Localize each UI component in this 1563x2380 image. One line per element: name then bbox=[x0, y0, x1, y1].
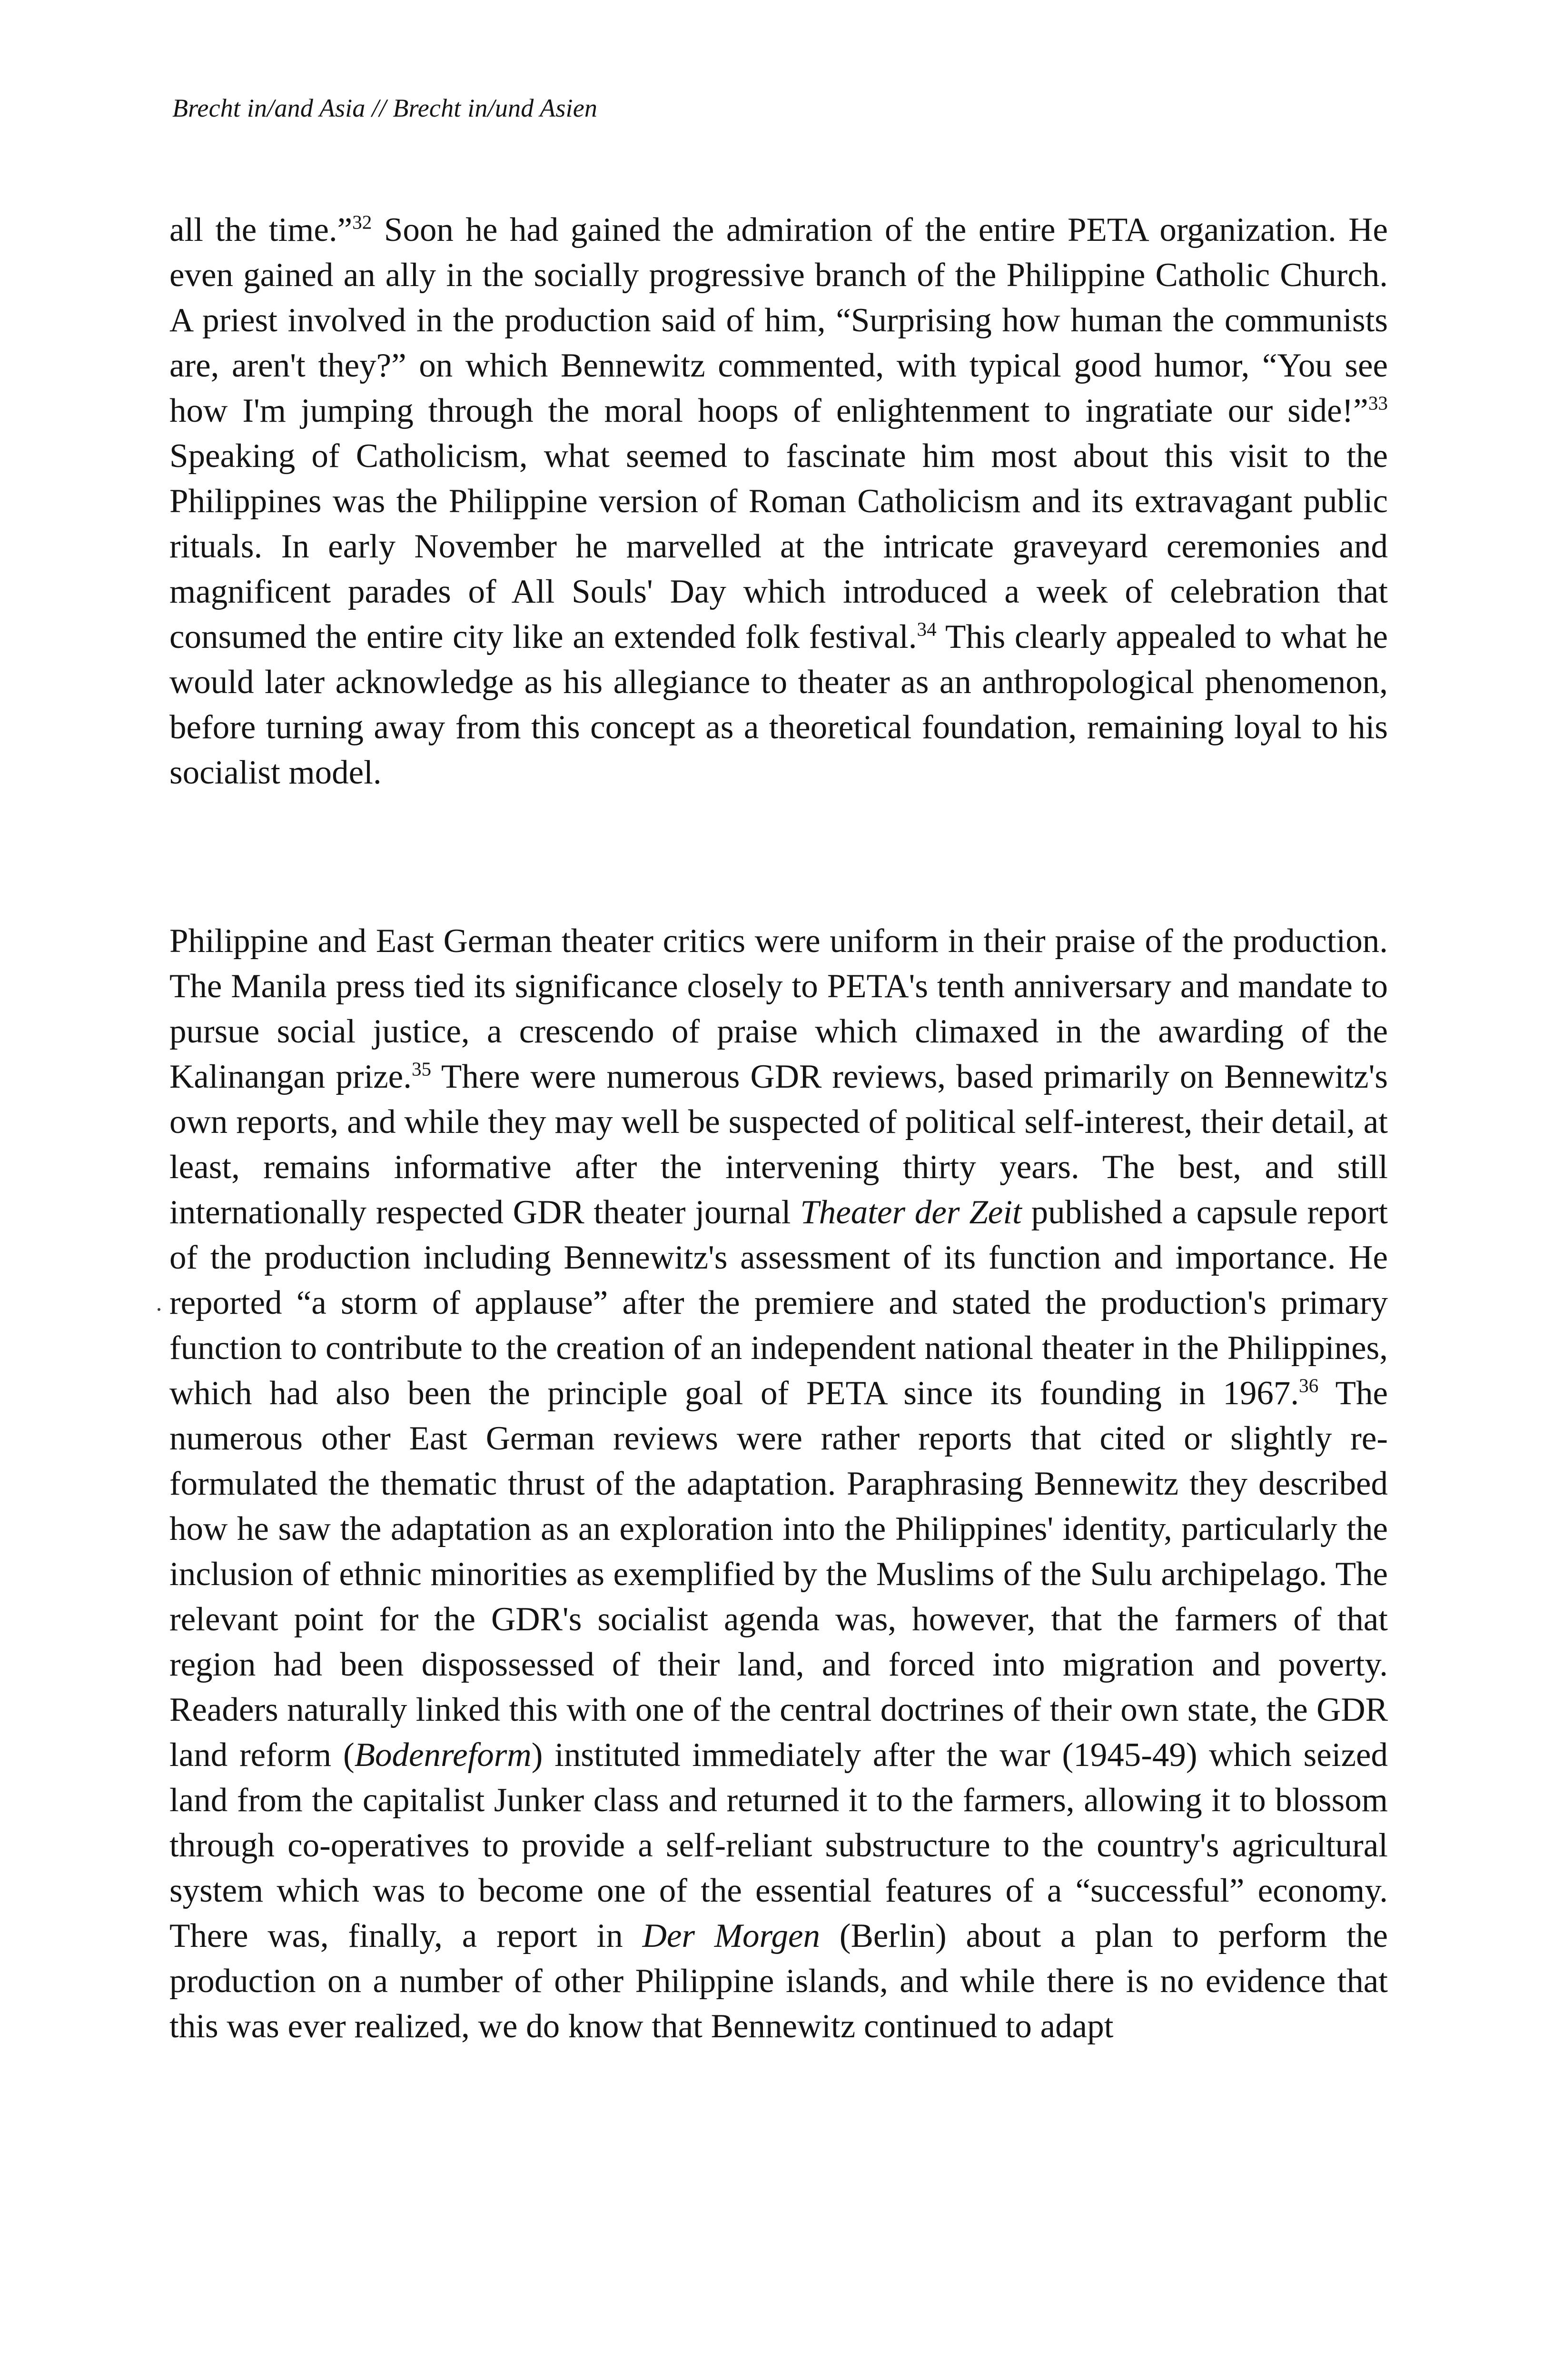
running-head: Brecht in/and Asia // Brecht in/und Asien bbox=[172, 94, 598, 122]
text-run: all the time.” bbox=[169, 211, 353, 248]
stray-mark bbox=[158, 1308, 160, 1311]
text-run: This clearly appealed to what he would later acknowledge as his allegiance to theater as an anthropological phenomenon, before turning away from this concept as a theoretical foundation, remaining loyal to his socialist model. bbox=[169, 618, 1388, 791]
footnote-ref: 36 bbox=[1299, 1374, 1319, 1397]
text-run: ) instituted immediately after the war (1945-49) which seized land from the capitalist Junker class and returned it to the farmers, allowing it to blossom through co-operatives to provide a self-reliant substructure to the country's agricultural system which was to become one of the essential features of a “successful” economy. There was, finally, a report in bbox=[169, 1736, 1388, 1954]
text-run: (Berlin) about a plan to perform the production on a number of other Philippine islands, and while there is no evidence that this was ever realized, we do know that Bennewitz continued to adapt bbox=[169, 1917, 1388, 2045]
footnote-ref: 33 bbox=[1368, 392, 1388, 414]
text-run: Soon he had gained the admiration of the entire PETA organization. He even gained an ally in the socially progressive branch of the Philippine Catholic Church. A priest involved in the production said of him, “Surprising how human the communists are, aren't they?” on which Bennewitz commented, with typical good humor, “You see how I'm jumping through the moral hoops of enlightenment to ingratiate our side!” bbox=[169, 211, 1388, 429]
italic-title: Der Morgen bbox=[642, 1917, 821, 1954]
body-paragraph-1 bbox=[169, 208, 1388, 795]
footnote-ref: 35 bbox=[411, 1058, 432, 1080]
footnote-ref: 34 bbox=[917, 618, 937, 640]
text-run: published a capsule report of the production including Bennewitz's assessment of its function and importance. He reported “a storm of applause” after the premiere and stated the production's primary function to contribute to the creation of an independent national theater in the Philippines, which had also been the principle goal of PETA since its founding in 1967. bbox=[169, 1194, 1388, 1412]
text-run: There were numerous GDR reviews, based primarily on Bennewitz's own reports, and while they may well be suspected of political self-interest, their detail, at least, remains informative after the intervening thirty years. The best, and still internationally respected GDR theater journal bbox=[169, 1058, 1388, 1231]
paragraph-text bbox=[169, 208, 1388, 795]
paragraph-text bbox=[169, 919, 1388, 2049]
footnote-ref: 32 bbox=[352, 211, 372, 233]
text-run: Philippine and East German theater critics were uniform in their praise of the production. The Manila press tied its significance closely to PETA's tenth anniversary and mandate to pursue social justice, a crescendo of praise which climaxed in the awarding of the Kalinangan prize. bbox=[169, 922, 1388, 1095]
text-run: The numerous other East German reviews were rather reports that cited or slightly re-formulated the thematic thrust of the adaptation. Paraphrasing Bennewitz they described how he saw the adaptation as an exploration into the Philippines' identity, particularly the inclusion of ethnic minorities as exemplified by the Muslims of the Sulu archipelago. The relevant point for the GDR's socialist agenda was, however, that the farmers of that region had been dispossessed of their land, and forced into migration and poverty. Readers naturally linked this with one of the central doctrines of their own state, the GDR land reform ( bbox=[169, 1375, 1388, 1774]
text-run: Speaking of Catholicism, what seemed to fascinate him most about this visit to the Philippines was the Philippine version of Roman Catholicism and its extravagant public rituals. In early November he marvelled at the intricate graveyard ceremonies and magnificent parades of All Souls' Day which introduced a week of celebration that consumed the entire city like an extended folk festival. bbox=[169, 437, 1388, 655]
italic-title: Theater der Zeit bbox=[800, 1194, 1022, 1231]
italic-title: Bodenreform bbox=[354, 1736, 532, 1774]
body-paragraph-2 bbox=[169, 919, 1388, 2049]
